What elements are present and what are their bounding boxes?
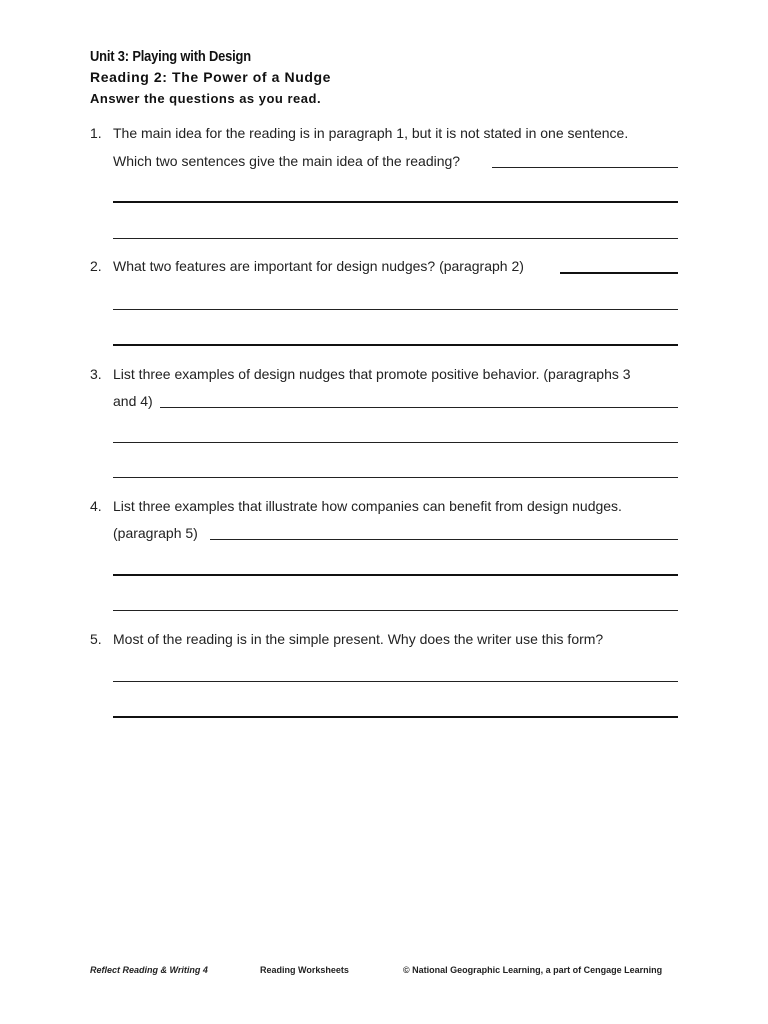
question-4-answer-line[interactable] <box>113 610 678 611</box>
question-1-answer-line[interactable] <box>113 238 678 239</box>
question-2-answer-line[interactable] <box>113 344 678 346</box>
instructions: Answer the questions as you read. <box>90 91 322 106</box>
question-3-answer-line[interactable] <box>160 407 678 408</box>
question-1-answer-line[interactable] <box>113 201 678 203</box>
question-1-text: The main idea for the reading is in paragraph 1, but it is not stated in one sentence. <box>113 125 629 141</box>
question-4-answer-line[interactable] <box>210 539 678 540</box>
question-2-answer-line[interactable] <box>560 272 678 274</box>
reading-title: Reading 2: The Power of a Nudge <box>90 69 332 85</box>
question-3-text: List three examples of design nudges that promote positive behavior. (paragraphs 3 <box>113 366 631 382</box>
footer-book-title: Reflect Reading & Writing 4 <box>90 965 208 975</box>
question-1-number: 1. <box>90 125 102 141</box>
question-1-answer-line[interactable] <box>492 167 678 168</box>
question-1-text-continued: Which two sentences give the main idea of the reading? <box>113 153 461 169</box>
footer-section: Reading Worksheets <box>260 965 349 975</box>
question-3-answer-line[interactable] <box>113 477 678 478</box>
question-3-number: 3. <box>90 366 102 382</box>
question-5-answer-line[interactable] <box>113 716 678 718</box>
question-4-number: 4. <box>90 498 102 514</box>
question-5-answer-line[interactable] <box>113 681 678 682</box>
unit-title: Unit 3: Playing with Design <box>90 48 251 65</box>
question-2-text: What two features are important for design nudges? (paragraph 2) <box>113 258 524 274</box>
question-2-answer-line[interactable] <box>113 309 678 310</box>
question-4-text-continued: (paragraph 5) <box>113 525 198 541</box>
question-2-number: 2. <box>90 258 102 274</box>
question-5-number: 5. <box>90 631 102 647</box>
question-5-text: Most of the reading is in the simple present. Why does the writer use this form? <box>113 631 604 647</box>
question-3-text-continued: and 4) <box>113 393 153 409</box>
question-3-answer-line[interactable] <box>113 442 678 443</box>
question-4-answer-line[interactable] <box>113 574 678 576</box>
question-4-text: List three examples that illustrate how companies can benefit from design nudges. <box>113 498 622 514</box>
footer-copyright: © National Geographic Learning, a part of Cengage Learning <box>403 965 663 975</box>
